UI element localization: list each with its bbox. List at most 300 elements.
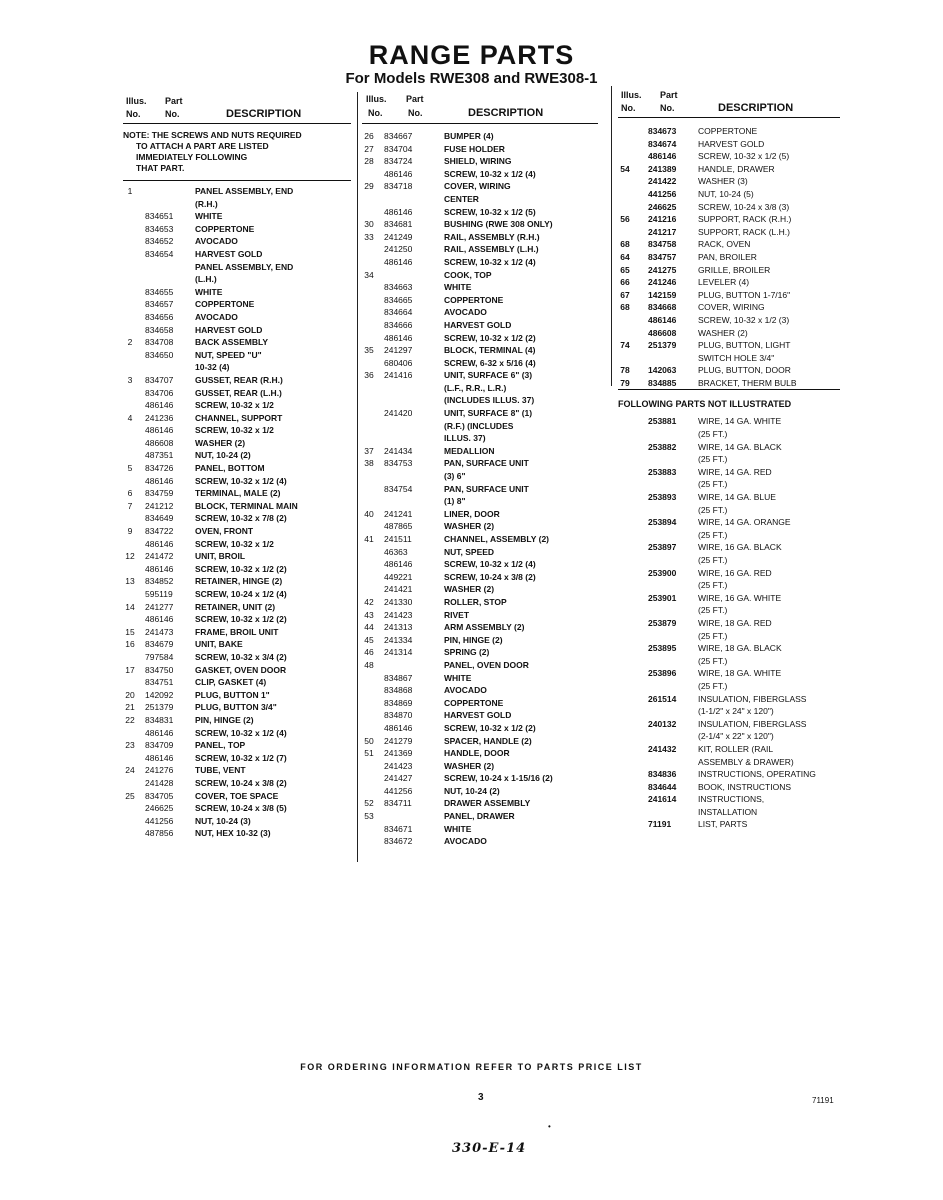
part-description: (1) 8"	[444, 496, 466, 507]
parts-row	[362, 306, 598, 319]
parts-row	[123, 361, 351, 374]
parts-row	[362, 269, 598, 282]
part-description: CENTER	[444, 193, 479, 204]
parts-row	[618, 301, 840, 314]
parts-row	[618, 415, 840, 428]
parts-row	[618, 541, 840, 554]
illus-number: 65	[620, 264, 630, 275]
header-rule	[618, 117, 840, 118]
part-number: 253896	[648, 668, 677, 679]
part-description: TUBE, VENT	[195, 765, 246, 776]
part-number: 834704	[384, 143, 413, 154]
part-description: SCREW, 10-24 x 3/8 (3)	[698, 201, 790, 212]
part-number: 241428	[145, 777, 174, 788]
part-number: 241472	[145, 551, 174, 562]
parts-row	[123, 676, 351, 689]
part-number: 241423	[384, 760, 413, 771]
part-description: RETAINER, HINGE (2)	[195, 576, 283, 587]
part-number: 241236	[145, 412, 174, 423]
parts-row	[618, 693, 840, 706]
part-description: WHITE	[444, 672, 472, 683]
part-description: ARM ASSEMBLY (2)	[444, 622, 525, 633]
part-description: SCREW, 10-24 x 3/8 (2)	[444, 571, 536, 582]
parts-row	[362, 835, 598, 848]
parts-row	[362, 558, 598, 571]
part-description: SCREW, 10-32 x 1/2	[195, 400, 274, 411]
parts-row	[618, 428, 840, 441]
parts-row	[362, 231, 598, 244]
part-description: PIN, HINGE (2)	[195, 714, 254, 725]
part-description: FUSE HOLDER	[444, 143, 505, 154]
part-number: 834658	[145, 324, 174, 335]
part-number: 487856	[145, 828, 174, 839]
parts-row	[618, 466, 840, 479]
part-number: 441256	[145, 815, 174, 826]
part-description: PANEL, DRAWER	[444, 811, 515, 822]
parts-list	[123, 185, 351, 840]
part-number: 246625	[145, 803, 174, 814]
parts-row	[123, 198, 351, 211]
parts-row	[362, 168, 598, 181]
part-description: COPPERTONE	[195, 299, 255, 310]
illus-number: 17	[125, 664, 135, 675]
part-number: 253894	[648, 517, 677, 528]
part-description: INSTALLATION	[698, 806, 758, 817]
part-description: INSULATION, FIBERGLASS	[698, 693, 807, 704]
part-number: 834708	[145, 337, 174, 348]
parts-row	[362, 546, 598, 559]
part-header: Part	[165, 96, 183, 106]
part-description: (25 FT.)	[698, 454, 728, 465]
part-number: 241334	[384, 634, 413, 645]
parts-row	[362, 495, 598, 508]
parts-row	[618, 667, 840, 680]
not-illustrated-list	[618, 415, 840, 831]
description-header: DESCRIPTION	[718, 102, 794, 114]
no-header: No.	[126, 109, 141, 119]
part-description: RAIL, ASSEMBLY (L.H.)	[444, 244, 539, 255]
parts-row	[123, 399, 351, 412]
illus-number: 53	[364, 811, 374, 822]
parts-row	[618, 516, 840, 529]
part-description: AVOCADO	[444, 307, 487, 318]
part-description: SCREW, 10-24 x 1/2 (4)	[195, 589, 287, 599]
part-description: SCREW, 10-32 x 1/2 (2)	[195, 614, 287, 625]
illus-number: 12	[125, 551, 135, 562]
parts-row	[123, 185, 351, 198]
column-header	[618, 86, 840, 116]
part-description: GUSSET, REAR (R.H.)	[195, 374, 283, 385]
part-description: (INCLUDES ILLUS. 37)	[444, 395, 535, 406]
parts-row	[123, 550, 351, 563]
part-description: SCREW, 10-24 x 3/8 (2)	[195, 777, 287, 788]
part-description: HANDLE, DOOR	[444, 748, 510, 759]
part-description: NUT, HEX 10-32 (3)	[195, 828, 271, 839]
part-description: PLUG, BUTTON 1"	[195, 689, 270, 700]
part-number: 834885	[648, 377, 677, 388]
parts-row	[362, 697, 598, 710]
page-number: 3	[478, 1092, 484, 1103]
parts-row	[123, 387, 351, 400]
illus-number: 5	[127, 463, 133, 474]
parts-row	[618, 201, 840, 214]
part-description: COVER, WIRING	[698, 302, 765, 313]
illus-number: 36	[364, 370, 374, 381]
part-description: AVOCADO	[444, 836, 487, 847]
parts-row	[362, 508, 598, 521]
part-description: KIT, ROLLER (RAIL	[698, 743, 774, 754]
part-number: 486146	[145, 538, 174, 549]
illus-number: 7	[127, 500, 133, 511]
parts-row	[618, 718, 840, 731]
parts-row	[618, 138, 840, 151]
part-description: SCREW, 10-32 x 7/8 (2)	[195, 513, 287, 524]
part-description: TERMINAL, MALE (2)	[195, 488, 281, 499]
part-number: 486608	[648, 327, 677, 338]
parts-row	[123, 512, 351, 525]
part-description: SCREW, 10-32 x 1/2	[195, 538, 274, 549]
part-description: INSTRUCTIONS, OPERATING	[698, 769, 816, 780]
parts-row	[618, 352, 840, 365]
part-description: (25 FT.)	[698, 555, 728, 565]
part-description: (3) 6"	[444, 471, 466, 482]
column-header	[362, 92, 598, 122]
parts-row	[123, 500, 351, 513]
part-description: GRILLE, BROILER	[698, 264, 771, 275]
parts-row	[618, 554, 840, 567]
part-description: MEDALLION	[444, 445, 495, 456]
illus-number: 66	[620, 277, 630, 288]
parts-row	[362, 483, 598, 496]
parts-row	[123, 235, 351, 248]
parts-row	[618, 730, 840, 743]
illus-number: 24	[125, 765, 135, 776]
part-description: WIRE, 18 GA. WHITE	[698, 668, 782, 679]
part-number: 834666	[384, 319, 413, 330]
part-number: 487351	[145, 450, 174, 461]
illus-number: 78	[620, 365, 630, 376]
part-number: 834665	[384, 294, 413, 305]
parts-row	[123, 701, 351, 714]
parts-row	[362, 432, 598, 445]
parts-row	[618, 441, 840, 454]
parts-row	[618, 125, 840, 138]
part-number: 834869	[384, 697, 413, 708]
part-number: 834655	[145, 286, 174, 297]
part-number: 486146	[384, 168, 413, 179]
parts-row	[123, 575, 351, 588]
part-description: NUT, SPEED	[444, 546, 495, 557]
parts-row	[362, 445, 598, 458]
part-number: 253883	[648, 466, 677, 477]
part-description: (25 FT.)	[698, 429, 728, 440]
parts-row	[123, 752, 351, 765]
parts-row	[123, 727, 351, 740]
part-number: 241275	[648, 264, 677, 275]
part-number: 486146	[145, 400, 174, 411]
parts-row	[618, 617, 840, 630]
ordering-footer: FOR ORDERING INFORMATION REFER TO PARTS PRICE LIST	[300, 1062, 643, 1072]
part-number: 241250	[384, 244, 413, 255]
part-description: SCREW, 10-32 x 1/2 (4)	[444, 168, 536, 179]
part-number: 241313	[384, 622, 413, 633]
illus-number: 6	[127, 488, 133, 499]
illus-number: 13	[125, 576, 135, 587]
part-description: (2-1/4" x 22" x 120")	[698, 731, 774, 742]
part-number: 246625	[648, 201, 677, 212]
parts-row	[123, 664, 351, 677]
illus-number: 68	[620, 239, 630, 250]
no-header: No.	[368, 108, 383, 118]
parts-row	[362, 155, 598, 168]
illus-number: 38	[364, 458, 374, 469]
parts-row	[618, 314, 840, 327]
part-description: HARVEST GOLD	[195, 324, 263, 335]
part-description: WASHER (2)	[444, 521, 495, 532]
part-description: SCREW, 6-32 x 5/16 (4)	[444, 357, 536, 368]
part-description: NUT, 10-24 (2)	[444, 785, 500, 796]
header-rule	[362, 123, 598, 124]
part-description: UNIT, SURFACE 8" (1)	[444, 408, 533, 419]
part-description: SCREW, 10-32 x 1/2 (7)	[195, 752, 287, 763]
part-description: NUT, 10-24 (2)	[195, 450, 251, 461]
part-description: AVOCADO	[444, 685, 487, 696]
part-number: 834656	[145, 311, 174, 322]
part-number: 834757	[648, 251, 677, 262]
part-number: 241212	[145, 500, 174, 511]
parts-row	[123, 802, 351, 815]
part-number: 486146	[384, 206, 413, 217]
part-description: BUSHING (RWE 308 ONLY)	[444, 219, 553, 230]
illus-number: 2	[127, 337, 133, 348]
illus-number: 35	[364, 345, 374, 356]
part-description: WHITE	[444, 282, 472, 293]
parts-row	[123, 487, 351, 500]
parts-row	[618, 504, 840, 517]
part-description: SCREW, 10-32 x 1/2 (2)	[195, 563, 287, 574]
illus-header: Illus.	[621, 90, 642, 100]
parts-row	[123, 764, 351, 777]
part-description: COVER, WIRING	[444, 181, 511, 192]
illus-number: 21	[125, 702, 135, 713]
part-description: SPACER, HANDLE (2)	[444, 735, 532, 746]
part-description: (R.H.)	[195, 198, 218, 209]
part-description: AVOCADO	[195, 236, 238, 247]
part-description: BUMPER (4)	[444, 131, 494, 141]
part-description: SCREW, 10-32 x 1/2 (4)	[195, 475, 287, 486]
part-description: SUPPORT, RACK (L.H.)	[698, 226, 790, 237]
part-number: 251379	[648, 340, 677, 351]
parts-row	[123, 613, 351, 626]
parts-row	[618, 604, 840, 617]
part-description: INSULATION, FIBERGLASS	[698, 718, 807, 729]
part-number: 449221	[384, 571, 413, 582]
parts-row	[362, 735, 598, 748]
part-description: WIRE, 16 GA. RED	[698, 567, 772, 578]
description-header: DESCRIPTION	[226, 108, 302, 120]
parts-row	[362, 294, 598, 307]
part-description: WIRE, 16 GA. WHITE	[698, 592, 782, 603]
part-description: BLOCK, TERMINAL (4)	[444, 345, 536, 356]
no-header: No.	[660, 103, 675, 113]
parts-row	[123, 739, 351, 752]
part-description: SCREW, 10-32 x 1/2 (5)	[444, 206, 536, 217]
parts-row	[618, 264, 840, 277]
parts-row	[362, 596, 598, 609]
part-number: 834650	[145, 349, 174, 360]
part-description: SCREW, 10-32 x 1/2 (5)	[698, 151, 790, 162]
part-number: 486146	[145, 475, 174, 486]
part-description: GASKET, OVEN DOOR	[195, 664, 287, 675]
parts-row	[123, 273, 351, 286]
parts-row	[618, 529, 840, 542]
illus-number: 44	[364, 622, 374, 633]
part-number: 241249	[384, 231, 413, 242]
part-description: ASSEMBLY & DRAWER)	[698, 756, 794, 767]
illus-number: 1	[127, 186, 133, 196]
part-number: 834867	[384, 672, 413, 683]
part-description: WIRE, 14 GA. ORANGE	[698, 517, 791, 528]
parts-row	[123, 412, 351, 425]
part-description: GUSSET, REAR (L.H.)	[195, 387, 282, 398]
parts-row	[362, 369, 598, 382]
part-description: UNIT, BROIL	[195, 551, 246, 562]
part-number: 834652	[145, 236, 174, 247]
parts-row	[123, 588, 351, 601]
part-description: WIRE, 18 GA. BLACK	[698, 643, 782, 654]
part-number: 486146	[384, 559, 413, 570]
illus-number: 26	[364, 131, 374, 141]
parts-row	[362, 457, 598, 470]
part-description: HARVEST GOLD	[195, 248, 263, 259]
part-description: (R.F.) (INCLUDES	[444, 420, 514, 431]
illus-number: 79	[620, 377, 630, 388]
parts-row	[618, 150, 840, 163]
parts-row	[618, 630, 840, 643]
column-divider	[611, 86, 612, 386]
part-description: (1-1/2" x 24" x 120")	[698, 706, 774, 717]
part-description: PANEL ASSEMBLY, END	[195, 261, 294, 272]
parts-row	[362, 672, 598, 685]
illus-number: 51	[364, 748, 374, 759]
note-line: IMMEDIATELY FOLLOWING	[136, 152, 248, 162]
part-number: 241276	[145, 765, 174, 776]
parts-row	[123, 563, 351, 576]
parts-list	[618, 125, 840, 389]
parts-row	[362, 646, 598, 659]
parts-row	[362, 218, 598, 231]
parts-row	[123, 827, 351, 840]
part-number: 241277	[145, 601, 174, 612]
no-header: No.	[621, 103, 636, 113]
part-description: SUPPORT, RACK (R.H.)	[698, 214, 792, 225]
part-description: PLUG, BUTTON, LIGHT	[698, 340, 791, 351]
parts-row	[618, 818, 840, 831]
part-number: 834668	[648, 302, 677, 313]
part-number: 486146	[145, 563, 174, 574]
part-description: SCREW, 10-32 x 1/2 (4)	[195, 727, 287, 738]
not-illustrated-heading: FOLLOWING PARTS NOT ILLUSTRATED	[618, 399, 792, 410]
part-description: (25 FT.)	[698, 479, 728, 490]
parts-row	[362, 394, 598, 407]
part-description: (25 FT.)	[698, 680, 728, 691]
parts-row	[362, 206, 598, 219]
part-number: 834654	[145, 248, 174, 259]
parts-row	[123, 374, 351, 387]
parts-row	[362, 193, 598, 206]
part-description: LEVELER (4)	[698, 277, 750, 288]
parts-row	[362, 180, 598, 193]
part-number: 46363	[384, 546, 408, 557]
parts-row	[362, 281, 598, 294]
part-number: 241330	[384, 596, 413, 607]
part-number: 797584	[145, 651, 174, 662]
parts-row	[362, 319, 598, 332]
note-block	[123, 130, 351, 174]
part-description: (25 FT.)	[698, 655, 728, 666]
illus-number: 14	[125, 601, 135, 612]
part-number: 241614	[648, 794, 677, 805]
part-number: 261514	[648, 693, 677, 704]
parts-row	[618, 175, 840, 188]
parts-row	[362, 382, 598, 395]
part-description: DRAWER ASSEMBLY	[444, 798, 531, 809]
part-number: 253882	[648, 441, 677, 452]
part-description: RAIL, ASSEMBLY (R.H.)	[444, 231, 540, 242]
part-number: 834711	[384, 798, 412, 809]
part-description: COPPERTONE	[698, 126, 758, 136]
part-description: SHIELD, WIRING	[444, 156, 512, 167]
part-number: 834663	[384, 282, 413, 293]
part-number: 834664	[384, 307, 413, 318]
illus-number: 30	[364, 219, 374, 230]
part-description: WIRE, 14 GA. BLACK	[698, 441, 782, 452]
parts-row	[123, 777, 351, 790]
parts-row	[123, 298, 351, 311]
part-description: WIRE, 18 GA. RED	[698, 617, 772, 628]
part-description: WHITE	[195, 211, 223, 222]
parts-row	[618, 579, 840, 592]
part-number: 253900	[648, 567, 677, 578]
parts-row	[362, 571, 598, 584]
illus-number: 50	[364, 735, 374, 746]
illus-number: 68	[620, 302, 630, 313]
part-description: PLUG, BUTTON, DOOR	[698, 365, 791, 376]
parts-row	[123, 601, 351, 614]
part-description: SCREW, 10-32 x 1/2	[195, 425, 274, 436]
illus-number: 42	[364, 596, 374, 607]
part-description: (L.F., R.R., L.R.)	[444, 382, 507, 393]
illus-number: 28	[364, 156, 374, 167]
part-number: 486146	[648, 314, 677, 325]
parts-row	[362, 760, 598, 773]
part-description: SCREW, 10-24 x 3/8 (5)	[195, 803, 287, 814]
part-number: 680406	[384, 357, 413, 368]
part-description: COPPERTONE	[444, 294, 504, 305]
illus-number: 43	[364, 609, 374, 620]
part-description: ROLLER, STOP	[444, 596, 507, 607]
parts-row	[362, 357, 598, 370]
parts-row	[123, 689, 351, 702]
parts-row	[618, 793, 840, 806]
parts-row	[618, 163, 840, 176]
parts-row	[362, 332, 598, 345]
parts-row	[618, 680, 840, 693]
parts-row	[123, 638, 351, 651]
parts-row	[618, 327, 840, 340]
parts-row	[362, 143, 598, 156]
parts-row	[123, 462, 351, 475]
